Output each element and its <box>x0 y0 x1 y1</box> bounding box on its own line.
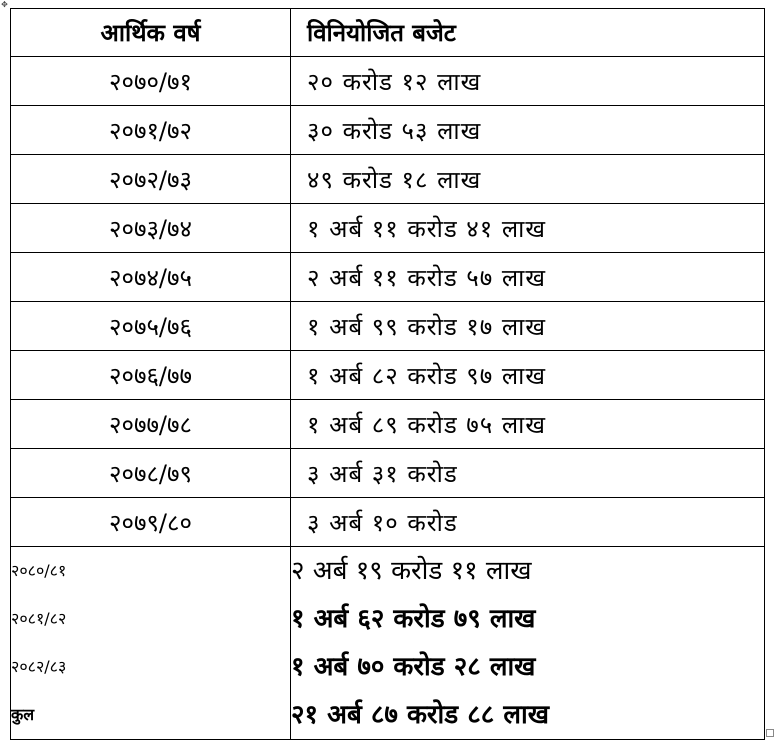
fiscal-year-cell: २०७१/७२ <box>11 106 291 155</box>
budget-cell: ४९ करोड १८ लाख <box>291 155 765 204</box>
fiscal-year-cell: २०७०/७१ <box>11 57 291 106</box>
table-row <box>11 498 765 547</box>
budget-cell: ३ अर्ब ३१ करोड <box>291 449 765 498</box>
fiscal-year-cell: २०७८/७९ <box>11 449 291 498</box>
table-row <box>11 155 765 204</box>
budget-table <box>10 8 765 740</box>
fiscal-year-line: २०८२/८३ <box>11 657 67 676</box>
fiscal-year-cell: २०७७/७८ <box>11 400 291 449</box>
fiscal-year-cell: २०७२/७३ <box>11 155 291 204</box>
total-label: कुल <box>11 705 35 724</box>
budget-line: १ अर्ब ६२ करोड ७९ लाख <box>291 604 536 634</box>
table-row <box>11 449 765 498</box>
budget-cell: १ अर्ब ९९ करोड १७ लाख <box>291 302 765 351</box>
budget-cell: १ अर्ब ११ करोड ४१ लाख <box>291 204 765 253</box>
table-row <box>11 204 765 253</box>
fiscal-year-line: २०८१/८२ <box>11 609 67 628</box>
fiscal-year-line: २०८०/८१ <box>11 561 67 580</box>
budget-cell: १ अर्ब ८२ करोड ९७ लाख <box>291 351 765 400</box>
table-move-handle-icon[interactable]: ✥ <box>1 0 8 9</box>
table-row <box>11 106 765 155</box>
merged-rows-group <box>11 547 765 740</box>
fiscal-year-cell: २०७६/७७ <box>11 351 291 400</box>
budget-line: १ अर्ब ७० करोड २८ लाख <box>291 652 536 682</box>
total-budget-value: २१ अर्ब ८७ करोड ८८ लाख <box>291 700 549 730</box>
table-row <box>11 253 765 302</box>
table-row <box>11 302 765 351</box>
table-row <box>11 57 765 106</box>
budget-cell: ३ अर्ब १० करोड <box>291 498 765 547</box>
budget-group-cell <box>291 547 765 740</box>
fiscal-year-group-cell <box>11 547 291 740</box>
table-row <box>11 351 765 400</box>
budget-line: २ अर्ब १९ करोड ११ लाख <box>291 556 532 586</box>
header-fiscal-year: आर्थिक वर्ष <box>11 9 291 57</box>
fiscal-year-cell: २०७९/८० <box>11 498 291 547</box>
fiscal-year-cell: २०७४/७५ <box>11 253 291 302</box>
fiscal-year-cell: २०७५/७६ <box>11 302 291 351</box>
header-allocated-budget: विनियोजित बजेट <box>291 9 765 57</box>
budget-cell: ३० करोड ५३ लाख <box>291 106 765 155</box>
budget-cell: १ अर्ब ८९ करोड ७५ लाख <box>291 400 765 449</box>
table-row <box>11 400 765 449</box>
budget-cell: २० करोड १२ लाख <box>291 57 765 106</box>
fiscal-year-cell: २०७३/७४ <box>11 204 291 253</box>
budget-cell: २ अर्ब ११ करोड ५७ लाख <box>291 253 765 302</box>
table-header-row <box>11 9 765 57</box>
